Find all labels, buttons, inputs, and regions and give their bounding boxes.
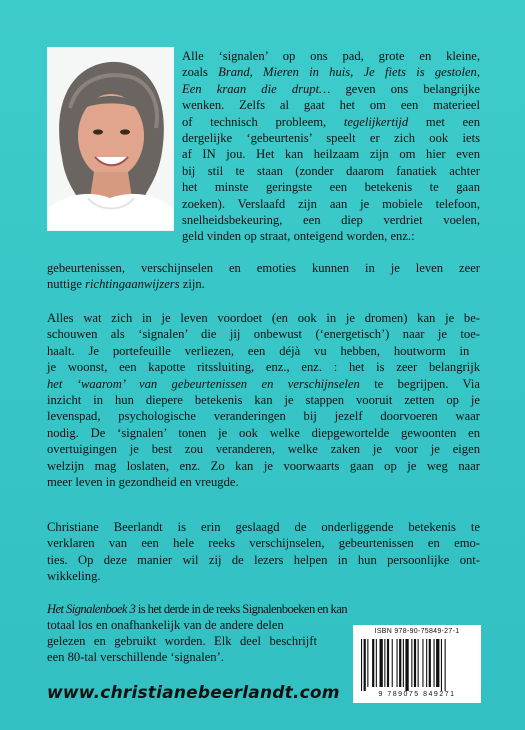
barcode-bar xyxy=(387,639,389,687)
text-line: Het Signalenboek 3 is het derde in de reeks Signalenboeken en kan xyxy=(47,602,347,616)
author-photo xyxy=(47,47,174,231)
text-line: gebeurtenissen, verschijnselen en emoties kunnen in je leven zeer xyxy=(47,261,480,275)
barcode-bar xyxy=(426,639,427,687)
barcode-bar xyxy=(384,639,385,687)
barcode-number: 9 789075 849271 xyxy=(378,691,456,698)
text-line: levenspad, psychologische veranderingen bij jezelf doorvoeren waar xyxy=(47,409,480,424)
barcode-bar xyxy=(411,639,412,687)
text-line: overtuigingen je best zou veranderen, welke zaken je voor je eigen xyxy=(47,442,480,457)
barcode-bar xyxy=(397,639,398,687)
text-line: je woonst, een kapotte ritssluiting, enz., enz. : het is zeer belangrijk xyxy=(47,360,480,375)
text-line: totaal los en onafhankelijk van de andere delen xyxy=(47,618,284,633)
barcode-bar xyxy=(405,639,408,691)
barcode-bar xyxy=(436,639,439,687)
series-paragraph-continued xyxy=(47,633,317,666)
barcode-bar xyxy=(372,639,374,687)
text-line: het minste geringste een betekenis te gaan xyxy=(182,180,480,195)
barcode-bar xyxy=(380,639,383,687)
text-line: Christiane Beerlandt is erin geslaagd de onderliggende betekenis te xyxy=(47,520,480,534)
text-line: of technisch probleem, tegelijkertijd met een xyxy=(182,114,480,129)
barcode-bar xyxy=(403,639,404,687)
text-line: Alle ‘signalen’ op ons pad, grote en kleine, xyxy=(182,49,480,63)
author-paragraph xyxy=(47,519,480,585)
barcode-bar xyxy=(399,639,401,687)
text-line: verklaren van een hele reeks verschijnselen, gebeurtenissen en emo- xyxy=(47,536,480,551)
text-line: snelheidsbekeuring, een diep verdriet voelen, xyxy=(182,213,480,228)
series-paragraph xyxy=(47,601,347,634)
barcode-bar xyxy=(376,639,377,687)
intro-paragraph-continued xyxy=(47,260,480,293)
text-line: bij stil te staan (zonder daarom fanatiek achter xyxy=(182,163,480,178)
signals-paragraph xyxy=(47,310,480,490)
barcode-bars xyxy=(361,639,473,691)
text-line: zoeken). Verslaafd zijn aan je mobiele telefoon, xyxy=(182,196,480,211)
barcode-bar xyxy=(418,639,419,687)
barcode-bar xyxy=(429,639,431,687)
text-line: nuttige richtingaanwijzers zijn. xyxy=(47,277,205,292)
barcode-bar xyxy=(445,639,446,691)
text-line: gelezen en gebruikt worden. Elk deel beschrijft xyxy=(47,634,317,648)
isbn-label: ISBN 978-90-75849-27-1 xyxy=(374,628,460,635)
website-url: www.christianebeerlandt.com xyxy=(47,683,340,703)
barcode-bar xyxy=(364,639,366,691)
text-line: nodig. De ‘signalen’ tonen je ook welke diepgewortelde gewoonten en xyxy=(47,425,480,440)
barcode-bar xyxy=(434,639,435,687)
text-line: dergelijke ‘gebeurtenis’ speelt er zich ook iets xyxy=(182,131,480,146)
intro-paragraph xyxy=(182,48,480,245)
isbn-barcode xyxy=(353,625,481,703)
barcode-bar xyxy=(422,639,423,687)
text-line: schouwen als ‘signalen’ die jij onbewust (‘energetisch’) naar je toe- xyxy=(47,327,480,342)
text-line: een 80-tal verschillende ‘signalen’. xyxy=(47,650,224,665)
barcode-bar xyxy=(414,639,416,687)
text-line: Alles wat zich in je leven voordoet (en ook in je dromen) kan je be- xyxy=(47,311,480,325)
text-line: meer leven in gezondheid en vreugde. xyxy=(47,475,239,490)
barcode-bar xyxy=(367,639,368,687)
text-line: ties. Op deze manier wil zij de lezers helpen in hun persoonlijke ont- xyxy=(47,552,480,567)
text-line: af IN jou. Het kan heilzaam zijn om hier even xyxy=(182,147,480,162)
text-line: haalt. Je portefeuille verliezen, een déjà vu hebben, houtworm in xyxy=(47,343,470,358)
text-line: zoals Brand, Mieren in huis, Je fiets is gestolen, xyxy=(182,65,480,80)
text-line: Een kraan die drupt… geven ons belangrijke xyxy=(182,81,480,96)
barcode-bar xyxy=(392,639,393,687)
barcode-bar xyxy=(441,639,442,691)
text-line: wikkeling. xyxy=(47,569,101,584)
text-line: geld vinden op straat, onteigend worden, enz.: xyxy=(182,229,415,244)
text-line: inzicht in hun diepere betekenis kan je stappen vooruit zetten op je xyxy=(47,393,480,408)
text-line: het ‘waarom’ van gebeurtenissen en verschijnselen te begrijpen. Via xyxy=(47,376,480,391)
barcode-bar xyxy=(361,639,362,691)
text-line: welzijn mag loslaten, enz. Zo kan je voorwaarts gaan op je weg naar xyxy=(47,458,480,473)
text-line: wenken. Zelfs al gaat het om een materieel xyxy=(182,98,480,113)
